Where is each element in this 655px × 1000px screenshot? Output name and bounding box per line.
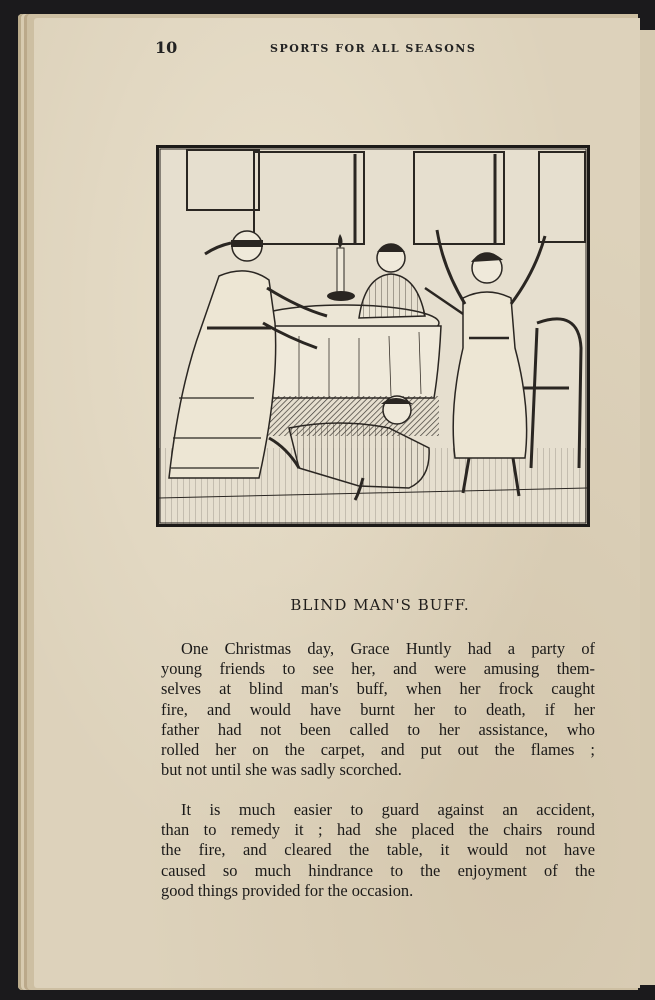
paragraph-1-line: fire, and would have burnt her to death, if her <box>161 699 595 719</box>
illustration-drawing <box>159 148 587 524</box>
paragraph-1-line: selves at blind man's buff, when her frock caught <box>161 679 595 699</box>
next-page-edge <box>638 30 655 985</box>
page-header <box>120 38 600 60</box>
paragraph-1 <box>161 639 595 780</box>
paragraph-2-line: than to remedy it ; had she placed the chairs round <box>161 820 595 840</box>
paragraph-2-line: good things provided for the occasion. <box>161 880 414 900</box>
engraving-illustration-icon <box>156 145 590 527</box>
running-head: SPORTS FOR ALL SEASONS <box>270 42 477 55</box>
article-title: BLIND MAN'S BUFF. <box>290 596 470 614</box>
paragraph-2-line: caused so much hindrance to the enjoyment of the <box>161 860 595 880</box>
paragraph-1-line: young friends to see her, and were amusing them- <box>161 659 595 679</box>
paragraph-1-line: father had not been called to her assistance, who <box>161 719 595 739</box>
paragraph-1-line: One Christmas day, Grace Huntly had a party of <box>181 639 595 658</box>
paragraph-1-line: rolled her on the carpet, and put out the flames ; <box>161 740 595 760</box>
paragraph-1-line: but not until she was sadly scorched. <box>161 760 402 780</box>
paragraph-2 <box>161 800 595 901</box>
paragraph-2-line: the fire, and cleared the table, it would not have <box>161 840 595 860</box>
paragraph-2-line: It is much easier to guard against an accident, <box>181 800 595 819</box>
page-number: 10 <box>155 38 178 57</box>
